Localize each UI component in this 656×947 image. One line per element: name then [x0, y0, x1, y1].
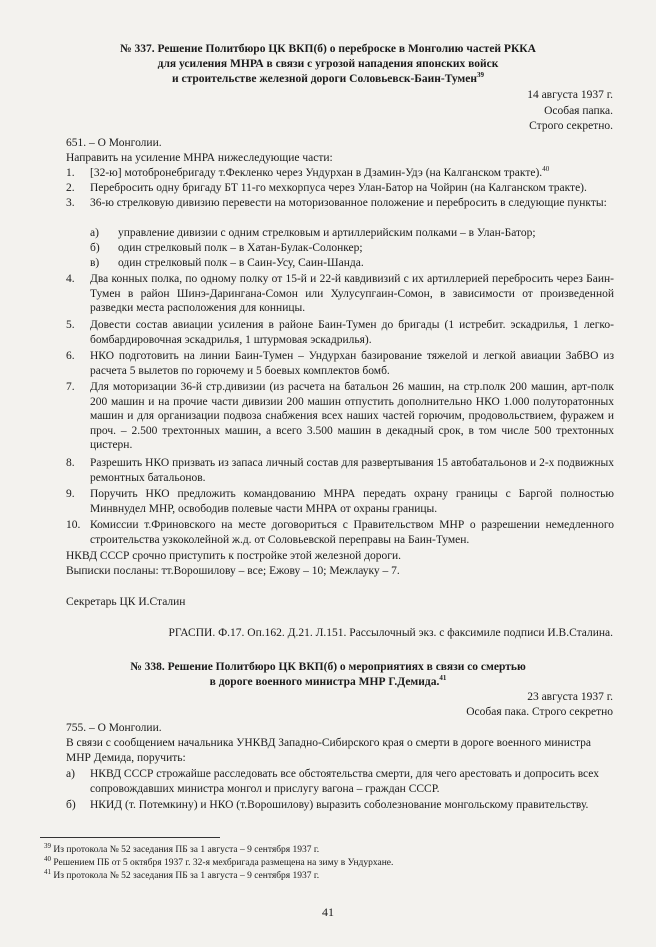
- item-number: 2.: [66, 182, 75, 194]
- item-number: 1.: [66, 167, 75, 179]
- item-number: 9.: [66, 488, 75, 500]
- footnote-text: Из протокола № 52 заседания ПБ за 1 августа – 9 сентября 1937 г.: [53, 845, 320, 855]
- subitem-letter: в): [90, 257, 100, 269]
- footnote: [44, 867, 320, 882]
- doc-337-title-line-3-text: и строительстве железной дороги Соловьевск-Баин-Тумен: [172, 73, 477, 85]
- doc-338-title-line-2: [40, 675, 616, 690]
- doc-338-title-line-1: № 338. Решение Политбюро ЦК ВКП(б) о мероприятиях в связи со смертью: [130, 661, 526, 673]
- doc-337-folder: Особая папка.: [544, 105, 613, 117]
- item-text: Поручить НКО предложить командованию МНРА передать охрану границы с Баргой полностью Минвнудел МНР, освободив полевые части МНРА от охраны границы.: [90, 488, 614, 515]
- doc-337-distribution: Выписки посланы: тт.Ворошилову – все; Ежову – 10; Межлауку – 7.: [66, 565, 400, 577]
- page-number: 41: [322, 905, 334, 919]
- doc-337-title-line-2: для усиления МНРА в связи с угрозой нападения японских войск: [157, 58, 499, 70]
- subitem-text: НКИД (т. Потемкину) и НКО (т.Ворошилову) выразить соболезнование монгольскому правительству.: [90, 799, 589, 811]
- item-text: Комиссии т.Фриновского на месте договориться с Правительством МНР о разрешении немедленного строительства узкоколейной ж.д. от Соловьевской переправы на Баин-Тумен.: [90, 519, 614, 546]
- doc-338-title-line-2-text: в дороге военного министра МНР Г.Демида.: [209, 676, 440, 688]
- footnote-ref-39: 39: [477, 71, 484, 80]
- doc-337-signature: Секретарь ЦК И.Сталин: [66, 596, 186, 608]
- subitem-letter: а): [90, 227, 99, 239]
- item-number: 6.: [66, 350, 75, 362]
- item-text: Довести состав авиации усиления в районе Баин-Тумен до бригады (1 истребит. эскадрилья, 1 легко-бомбардировочная эскадрилья, 1 штурмовая эскадрилья).: [90, 319, 614, 346]
- footnote: [44, 841, 320, 856]
- footnote-number: 41: [44, 867, 51, 876]
- item-text: НКО подготовить на линии Баин-Тумен – Ундурхан базирование тяжелой и легкой авиации ЗабВО из расчета 5 вылетов по горючему и 5 боевых комплектов бомб.: [90, 350, 614, 377]
- item-text: Перебросить одну бригаду БТ 11-го мехкорпуса через Улан-Батор на Чойрин (на Калганском тракте).: [90, 182, 587, 194]
- item-1-text: [32-ю] мотобронебригаду т.Фекленко через Ундурхан в Дзамин-Удэ (на Калганском тракте).: [90, 167, 543, 179]
- footnote: [44, 854, 394, 869]
- item-number: 10.: [66, 519, 81, 531]
- footnote-ref-40: 40: [542, 165, 550, 174]
- subitem-letter: б): [66, 799, 76, 811]
- footnote-divider: [40, 837, 220, 838]
- subitem-letter: а): [66, 768, 75, 780]
- doc-337-title-line-3: [40, 72, 616, 87]
- subitem-text: один стрелковый полк – в Саин-Усу, Саин-Шанда.: [118, 257, 364, 269]
- item-number: 7.: [66, 381, 75, 393]
- footnote-number: 39: [44, 841, 51, 850]
- doc-337-point: 651. – О Монголии.: [66, 137, 162, 149]
- doc-337-intro: Направить на усиление МНРА нижеследующие части:: [66, 152, 333, 164]
- subitem-text: управление дивизии с одним стрелковым и артиллерийским полками – в Улан-Батор;: [118, 227, 536, 239]
- item-text: Для моторизации 36-й стр.дивизии (из расчета на батальон 26 машин, на стр.полк 200 машин, арт-полк 200 машин и на прочие части дивизии 200 машин отпустить дополнительно НКО 1.000 полуторатонных машин и для организации подвоза снабжения всех наших частей горючим, продовольствием, фуражем и проч. – 2.500 трехтонных машин, а всего 3.500 машин в декадный срок, в том числе 500 трехтонных цистерн.: [90, 381, 614, 451]
- footnote-ref-41: 41: [439, 674, 447, 683]
- doc-338-intro: В связи с сообщением начальника УНКВД Западно-Сибирского края о смерти в дороге военного министра МНР Демида, поручить:: [66, 737, 591, 764]
- doc-338-title: [40, 660, 616, 690]
- subitem-text: НКВД СССР строжайше расследовать все обстоятельства смерти, для чего арестовать и допросить всех сопровождавших министра монгол и прислугу вагона – граждан СССР.: [90, 768, 600, 795]
- doc-337-date: 14 августа 1937 г.: [527, 89, 613, 101]
- footnote-number: 40: [44, 854, 51, 863]
- doc-337-title: [40, 42, 616, 87]
- doc-338-date: 23 августа 1937 г.: [527, 691, 613, 703]
- item-text: Разрешить НКО призвать из запаса личный состав для развертывания 15 автобатальонов и 2-х подвижных ремонтных батальонов.: [90, 457, 614, 484]
- subitem-text: один стрелковый полк – в Хатан-Булак-Солонкер;: [118, 242, 363, 254]
- item-text: [90, 166, 614, 181]
- item-number: 4.: [66, 273, 75, 285]
- doc-337-title-line-1: № 337. Решение Политбюро ЦК ВКП(б) о переброске в Монголию частей РККА: [120, 43, 536, 55]
- item-text: 36-ю стрелковую дивизию перевести на моторизованное положение и перебросить в следующие пункты:: [90, 197, 607, 209]
- item-number: 5.: [66, 319, 75, 331]
- footnote-text: Решением ПБ от 5 октября 1937 г. 32-я мехбригада размещена на зиму в Ундурхане.: [53, 858, 394, 868]
- item-text: Два конных полка, по одному полку от 15-й и 22-й кавдивизий с их артиллерией перебросить через Баин-Тумен в район Шинэ-Дарингана-Сомон или Хулусупгаин-Сомон, в зависимости от произведенной разведки места расположения для конницы.: [90, 273, 614, 314]
- doc-338-folder: Особая пака. Строго секретно: [466, 706, 613, 718]
- item-number: 3.: [66, 197, 75, 209]
- doc-337-nkvd-order: НКВД СССР срочно приступить к постройке этой железной дороги.: [66, 550, 401, 562]
- footnote-text: Из протокола № 52 заседания ПБ за 1 августа – 9 сентября 1937 г.: [53, 871, 320, 881]
- item-number: 8.: [66, 457, 75, 469]
- doc-337-source: РГАСПИ. Ф.17. Оп.162. Д.21. Л.151. Рассылочный экз. с факсимиле подписи И.В.Сталина.: [168, 627, 613, 639]
- doc-338-point: 755. – О Монголии.: [66, 722, 162, 734]
- doc-337-secrecy: Строго секретно.: [529, 120, 613, 132]
- subitem-letter: б): [90, 242, 100, 254]
